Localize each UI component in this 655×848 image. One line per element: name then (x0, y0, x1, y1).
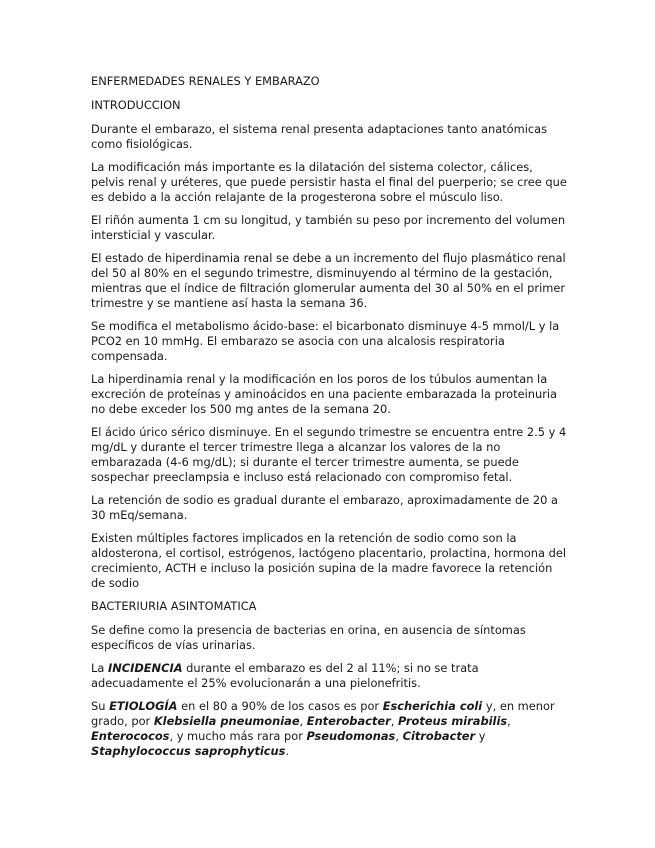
document-page (91, 74, 567, 767)
etiologia-text: Su (91, 699, 110, 713)
incidencia-text-before: La (91, 661, 108, 675)
organism-name: Klebsiella pneumoniae (153, 714, 300, 728)
organism-name: Escherichia coli (382, 699, 483, 713)
organism-name: Proteus mirabilis (397, 714, 508, 728)
organism-name: Enterococos (91, 729, 170, 743)
incidencia-term: INCIDENCIA (107, 661, 183, 675)
paragraph-acido-base: Se modifica el metabolismo ácido-base: el bicarbonato disminuye 4-5 mmol/L y la PCO2 en 10 mmHg. El embarazo se asocia con una alcalosis respiratoria compensada. (91, 319, 560, 363)
etiologia-text: . (285, 744, 290, 758)
paragraph-proteinuria: La hiperdinamia renal y la modificación en los poros de los túbulos aumentan la excreción de proteínas y aminoácidos en una paciente embarazada la proteinuria no debe exceder los 500 mg antes de la semana 20. (91, 372, 558, 416)
etiologia-text: , (395, 729, 403, 743)
paragraph-hiperdinamia: El estado de hiperdinamia renal se debe a un incremento del flujo plasmático renal del 50 al 80% en el segundo trimestre, disminuyendo al término de la gestación, mientras que el índice de filtración glomerular aumenta del 30 al 50% en el primer trimestre y se mantiene así hasta la semana 36. (91, 251, 566, 310)
etiologia-text: , (390, 714, 398, 728)
etiologia-text: en el 80 a 90% de los casos es por (177, 699, 383, 713)
incidencia-text-after: durante el embarazo es del 2 al 11%; si no se trata adecuadamente el 25% evolucionarán a una pielonefritis. (91, 661, 479, 690)
etiologia-text: y, en menor grado, por (91, 699, 555, 728)
paragraph-rinon: El riñón aumenta 1 cm su longitud, y también su peso por incremento del volumen intersticial y vascular. (91, 213, 566, 242)
paragraph-definicion: Se define como la presencia de bacterias en orina, en ausencia de síntomas específicos de vías urinarias. (91, 623, 526, 652)
paragraph-factores-sodio: Existen múltiples factores implicados en la retención de sodio como son la aldosterona, el cortisol, estrógenos, lactógeno placentario, prolactina, hormona del crecimiento, ACTH e incluso la posición supina de la madre favorece la retención de sodio (91, 531, 566, 590)
paragraph-acido-urico: El ácido úrico sérico disminuye. En el segundo trimestre se encuentra entre 2.5 y 4 mg/dL y durante el tercer trimestre llega a alcanzar los valores de la no embarazada (4-6 mg/dL); si durante el tercer trimestre aumenta, se puede sospechar preeclampsia e incluso está relacionado con compromiso fetal. (91, 425, 567, 484)
paragraph-retencion-sodio: La retención de sodio es gradual durante el embarazo, aproximadamente de 20 a 30 mEq/semana. (91, 493, 558, 522)
paragraph-adaptaciones: Durante el embarazo, el sistema renal presenta adaptaciones tanto anatómicas como fisiológicas. (91, 122, 548, 151)
document-title: ENFERMEDADES RENALES Y EMBARAZO (91, 74, 320, 88)
paragraph-incidencia (91, 661, 567, 691)
etiologia-text: , y mucho más rara por (169, 729, 307, 743)
section-heading-introduccion: INTRODUCCION (91, 98, 181, 112)
organism-name: Staphylococcus saprophyticus (91, 744, 286, 758)
organism-name: Pseudomonas (306, 729, 396, 743)
organism-name: Citrobacter (402, 729, 476, 743)
paragraph-etiologia (91, 699, 567, 759)
section-heading-bacteriuria: BACTERIURIA ASINTOMATICA (91, 599, 257, 613)
organism-name: Enterobacter (306, 714, 391, 728)
etiologia-text: , (299, 714, 307, 728)
etiologia-text: , (507, 714, 511, 728)
etiologia-term: ETIOLOGÍA (109, 699, 178, 713)
paragraph-dilatacion: La modificación más importante es la dilatación del sistema colector, cálices, pelvis renal y uréteres, que puede persistir hasta el final del puerperio; se cree que es debido a la acción relajante de la progesterona sobre el músculo liso. (91, 160, 567, 204)
etiologia-text: y (475, 729, 486, 743)
